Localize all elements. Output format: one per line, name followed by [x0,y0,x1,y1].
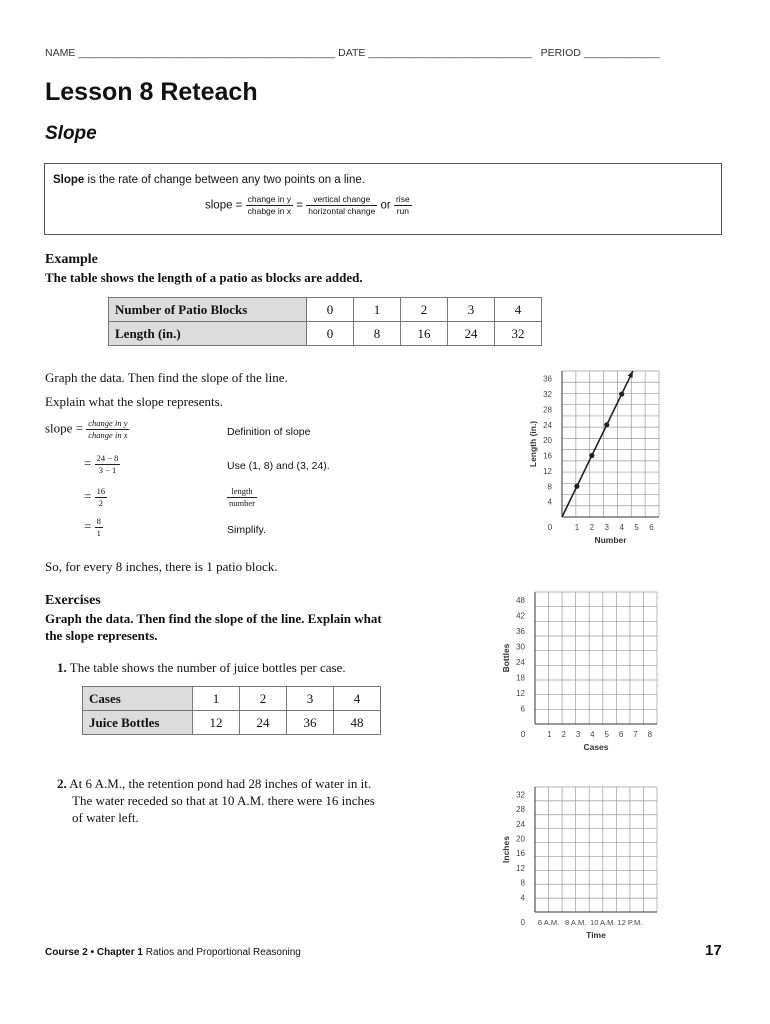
x-tick-label: 6 [618,730,624,739]
data-point [619,391,624,396]
y-tick-label: 6 [520,704,525,714]
definition-text: Slope is the rate of change between any two points on a line. [53,174,365,186]
name-blank[interactable]: ____________________________________________ [78,47,336,59]
y-axis-title: Bottles [501,643,511,673]
example-heading: Example [45,252,98,267]
y-tick-label: 16 [543,451,552,461]
y-tick-label: 12 [543,466,552,476]
footer-chapter-title: Ratios and Proportional Reasoning [142,947,301,958]
x-tick-label: 1 [547,730,552,739]
question-2: 2. At 6 A.M., the retention pond had 28 inches of water in it. The water receded so that at 10 A.M. there were 16 inches of water left. [57,776,375,825]
x-tick-label: 12 P.M. [617,918,643,927]
y-axis-title: Length (in.) [528,420,538,468]
y-tick-label: 20 [543,436,552,446]
inches-graph[interactable] [495,780,665,945]
period-blank[interactable]: _____________ [583,47,660,59]
y-tick-label: 20 [516,834,525,844]
x-tick-label: 0 [547,523,553,532]
x-tick-label: 4 [590,730,595,739]
y-tick-label: 42 [516,611,525,621]
data-point [604,422,609,427]
step-3: = $\frac{16}{2}$ [84,486,106,508]
table-row: Cases 1 2 3 4 [83,687,381,711]
date-blank[interactable]: ____________________________ [368,47,532,59]
x-tick-label: 8 A.M. [565,918,587,927]
patio-table [108,297,542,346]
step-4: = $\frac{8}{1}$ [84,516,101,538]
formula-fraction-3: $\frac{\text{rise}}{\text{run}}$ [395,194,410,216]
example-intro: The table shows the length of a patio as blocks are added. [45,270,363,285]
y-tick-label: 8 [520,878,525,888]
footer [45,947,301,958]
step-1: slope = $\frac{\text{change in y}}{\text{change in x}}$ [45,418,128,440]
x-tick-label: 5 [634,523,639,532]
x-tick-label: 1 [574,523,580,532]
x-tick-label: 3 [604,523,609,532]
data-point [589,453,594,458]
name-date-period-header [45,47,725,59]
x-axis-title: Number [594,535,627,545]
y-tick-label: 24 [516,657,525,667]
question-1: 1. The table shows the number of juice bottles per case. [57,660,346,675]
x-tick-label: 5 [604,730,609,739]
y-tick-label: 18 [516,673,525,683]
y-tick-label: 32 [543,390,552,400]
y-tick-label: 8 [547,482,552,492]
formula-fraction-1: $\frac{\text{change in y}}{\text{chabge in x}}$ [247,194,292,216]
x-tick-label: 6 A.M. [537,918,560,927]
page-number: 17 [705,942,722,959]
example-instruction-2: Explain what the slope represents. [45,394,223,409]
slope-formula: slope = $\frac{\text{change in y}}{\text{chabge in x}}$ = $\frac{\text{vertical change}}{\text{horizontal change}}$ or $\frac{\text{rise}}{\text{run}}$ [205,194,410,216]
y-tick-label: 36 [543,374,552,384]
data-point [574,484,579,489]
example-instruction-1: Graph the data. Then find the slope of the line. [45,370,288,385]
x-tick-label: 8 [647,730,653,739]
page-subtitle: Slope [45,123,97,144]
y-tick-label: 12 [516,863,525,873]
x-tick-label: 0 [520,730,526,739]
y-tick-label: 28 [516,805,525,815]
page-title: Lesson 8 Reteach [45,78,258,106]
juice-table [82,686,381,735]
x-tick-label: 4 [619,523,624,532]
table-row: Juice Bottles 12 24 36 48 [83,711,381,735]
x-axis-title: Cases [583,742,609,752]
x-tick-label: 3 [575,730,581,739]
y-tick-label: 28 [543,405,552,415]
bottles-graph[interactable] [495,588,665,758]
formula-fraction-2: $\frac{\text{vertical change}}{\text{horizontal change}}$ [308,194,376,216]
definition-term: Slope [53,174,85,186]
y-tick-label: 48 [516,595,525,605]
x-tick-label: 0 [520,918,525,927]
y-tick-label: 24 [543,420,552,430]
x-tick-label: 7 [633,730,638,739]
step-2: = $\frac{24 - 8}{3 - 1}$ [84,453,119,475]
table-row: Length (in.) 0 8 16 24 32 [109,322,542,346]
example-conclusion: So, for every 8 inches, there is 1 patio block. [45,559,278,574]
table-row: Number of Patio Blocks 0 1 2 3 4 [109,298,542,322]
y-tick-label: 16 [516,849,525,859]
step-1-reason: Definition of slope [227,426,311,438]
y-tick-label: 4 [547,497,552,507]
y-tick-label: 4 [520,893,525,903]
y-tick-label: 12 [516,688,525,698]
period-label: PERIOD [540,47,581,59]
x-tick-label: 2 [561,730,566,739]
exercises-heading: Exercises [45,593,101,608]
definition-box [44,163,722,235]
footer-course: Course 2 • Chapter 1 [45,947,143,958]
y-tick-label: 32 [516,790,525,800]
step-2-reason: Use (1, 8) and (3, 24). [227,460,330,472]
x-axis-title: Time [586,930,606,940]
y-tick-label: 36 [516,626,525,636]
date-label: DATE [338,47,366,59]
patio-graph [520,362,670,552]
x-tick-label: 10 A.M. [590,918,616,927]
step-3-reason: $\frac{\text{length}}{\text{number}}$ [229,486,255,508]
y-tick-label: 24 [516,819,525,829]
step-4-reason: Simplify. [227,524,266,536]
exercises-intro: Graph the data. Then find the slope of the line. Explain what the slope represents. [45,611,382,643]
x-tick-label: 6 [649,523,654,532]
name-label: NAME [45,47,76,59]
y-tick-label: 30 [516,642,525,652]
x-tick-label: 2 [589,523,595,532]
y-axis-title: Inches [501,836,511,863]
